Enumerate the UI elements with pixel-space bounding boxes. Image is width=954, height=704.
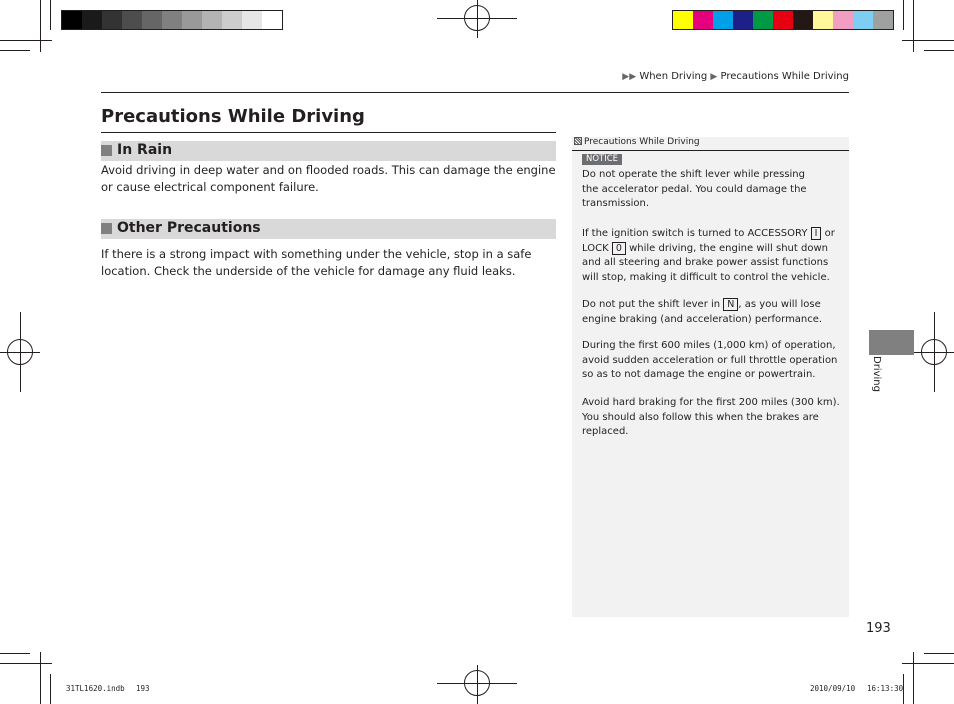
breadcrumb	[622, 71, 849, 82]
side-note-header	[572, 137, 849, 151]
color-swatch	[793, 11, 813, 29]
color-swatch	[813, 11, 833, 29]
crop-mark	[913, 652, 914, 704]
section-heading-label: In Rain	[117, 142, 173, 158]
crop-mark	[903, 674, 904, 704]
crop-mark	[913, 0, 914, 52]
crop-mark	[0, 40, 52, 41]
color-swatch	[222, 11, 242, 29]
footer-date: 2010/09/10	[810, 684, 856, 693]
color-swatch	[833, 11, 853, 29]
footer-file: 31TL1620.indb	[66, 684, 125, 693]
section-heading-rain	[101, 141, 556, 161]
side-note-box	[572, 137, 849, 617]
color-swatch	[242, 11, 262, 29]
color-swatch	[162, 11, 182, 29]
color-swatch	[202, 11, 222, 29]
page-number: 193	[866, 621, 891, 636]
section-heading-label: Other Precautions	[117, 220, 261, 236]
shift-position-symbol: N	[723, 298, 738, 311]
note-paragraph: Do not operate the shift lever while pressing the accelerator pedal. You could damage the transmission.	[582, 169, 807, 209]
heading-square-icon	[101, 223, 112, 234]
chapter-tab-label: Driving	[871, 356, 882, 392]
note-text: Do not put the shift lever in	[582, 299, 721, 310]
crop-mark	[902, 40, 954, 41]
color-swatch	[142, 11, 162, 29]
section-text-rain: Avoid driving in deep water and on flooded roads. This can damage the engine or cause electrical component failure.	[101, 163, 556, 194]
breadcrumb-level1[interactable]: When Driving	[639, 71, 708, 82]
note-reference-icon	[574, 137, 582, 145]
grayscale-color-bar	[61, 10, 283, 30]
footer-time: 16:13:30	[867, 684, 904, 693]
footer-file-page: 193	[136, 684, 150, 693]
crop-mark	[40, 652, 41, 704]
crop-mark	[924, 50, 954, 51]
heading-square-icon	[101, 145, 112, 156]
note-paragraph	[582, 227, 844, 285]
color-swatch	[713, 11, 733, 29]
color-swatch	[733, 11, 753, 29]
note-paragraph	[582, 298, 844, 327]
registration-mark	[7, 339, 33, 365]
note-text: , as you will lose engine braking (and acceleration) performance.	[582, 299, 823, 325]
crop-mark	[902, 663, 954, 664]
notice-label: NOTICE	[582, 154, 622, 165]
crop-mark	[50, 674, 51, 704]
crop-mark	[0, 653, 30, 654]
section-heading-other	[101, 219, 556, 239]
note-text: while driving, the engine will shut down and all steering and brake power assist functions will stop, making it difficult to control the vehicle.	[582, 242, 830, 283]
color-swatch	[873, 11, 893, 29]
registration-mark	[464, 670, 490, 696]
breadcrumb-arrow-icon: ▶▶	[622, 72, 637, 82]
breadcrumb-level2: Precautions While Driving	[720, 71, 849, 82]
color-swatch	[62, 11, 82, 29]
registration-mark	[921, 339, 947, 365]
crop-mark	[0, 663, 52, 664]
color-swatch	[693, 11, 713, 29]
header-divider	[101, 92, 849, 93]
crop-mark	[0, 50, 30, 51]
process-color-bar	[672, 10, 894, 30]
color-swatch	[182, 11, 202, 29]
color-swatch	[773, 11, 793, 29]
color-swatch	[262, 11, 282, 29]
chapter-tab[interactable]	[869, 330, 914, 355]
registration-mark	[464, 5, 490, 31]
ignition-key-symbol: I	[811, 227, 822, 240]
color-swatch	[673, 11, 693, 29]
title-underline	[101, 132, 556, 133]
color-swatch	[122, 11, 142, 29]
breadcrumb-arrow-icon: ▶	[710, 72, 718, 82]
section-text-other: If there is a strong impact with something under the vehicle, stop in a safe location. Check the underside of the vehicle for damage any fluid leaks.	[101, 247, 532, 278]
ignition-key-symbol: 0	[612, 242, 626, 255]
note-paragraph: During the first 600 miles (1,000 km) of operation, avoid sudden acceleration or full throttle operation so as to not damage the engine or powertrain.	[582, 340, 838, 380]
crop-mark	[924, 653, 954, 654]
side-note-title: Precautions While Driving	[584, 137, 700, 147]
note-text: If the ignition switch is turned to ACCESSORY	[582, 228, 808, 239]
crop-mark	[50, 0, 51, 30]
color-swatch	[82, 11, 102, 29]
crop-mark	[903, 0, 904, 30]
color-swatch	[753, 11, 773, 29]
crop-mark	[40, 0, 41, 52]
note-paragraph: Avoid hard braking for the first 200 miles (300 km). You should also follow this when the brakes are replaced.	[582, 397, 840, 437]
note-text: or LOCK	[582, 228, 835, 254]
color-swatch	[853, 11, 873, 29]
color-swatch	[102, 11, 122, 29]
page-title: Precautions While Driving	[101, 106, 365, 127]
